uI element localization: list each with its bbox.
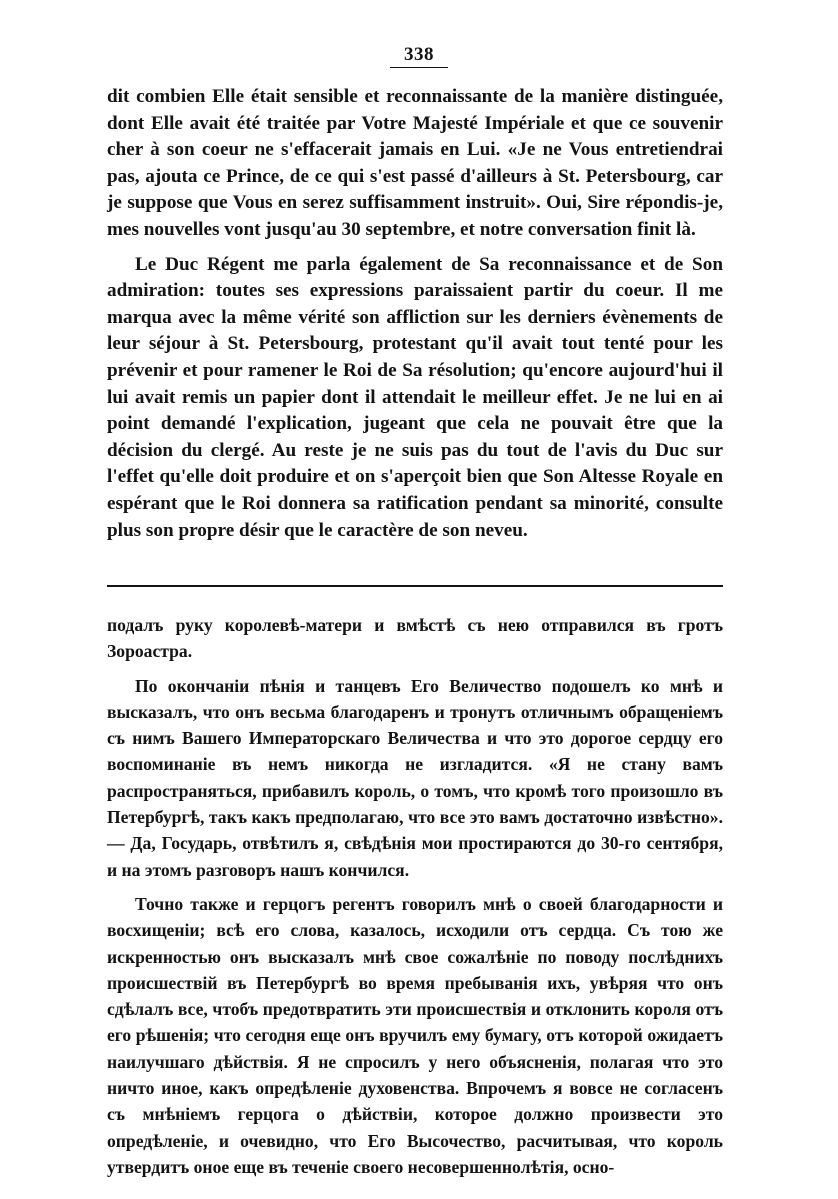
russian-paragraph-3: Точно также и герцогъ регентъ говорилъ мнѣ о своей благодарности и восхищеніи; всѣ его слова, казалось, исходили отъ сердца. Съ тою же искренностью онъ высказалъ мнѣ свое сожалѣніе по поводу послѣднихъ происшествій въ Петербургѣ во время пребыванія ихъ, увѣряя что онъ сдѣлалъ все, чтобъ предотвратить эти происшествія и отклонить короля отъ его рѣшенія; что сегодня еще онъ вручилъ ему бумагу, отъ которой ожидаетъ наилучшаго дѣйствія. Я не спросилъ у него объясненія, полагая что это ничто иное, какъ опредѣленіе духовенства. Впрочемъ я вовсе не согласенъ съ мнѣніемъ герцога о дѣйствіи, которое должно произвести это опредѣленіе, и очевидно, что Его Высочество, расчитывая, что король утвердитъ оное еще въ теченіе своего несовершеннолѣтія, осно- — [107, 893, 723, 1177]
french-paragraph-1: dit combien Elle était sensible et reconnaissante de la manière distinguée, dont Elle avait été traitée par Votre Majesté Impériale et que ce souvenir cher à son coeur ne s'effacerait jamais en Lui. «Je ne Vous entretiendrai pas, ajouta ce Prince, de ce qui s'est passé d'ailleurs à St. Petersbourg, car je suppose que Vous en serez suffisamment instruit». Oui, Sire répondis-je, mes nouvelles vont jusqu'au 30 septembre, et notre conversation finit là. — [107, 86, 723, 240]
russian-paragraph-2: По окончаніи пѣнія и танцевъ Его Величество подошелъ ко мнѣ и высказалъ, что онъ весьма благодаренъ и тронутъ отличнымъ обращеніемъ съ нимъ Вашего Императорскаго Величества и что это дорогое сердцу его воспоминаніе въ немъ никогда не изгладится. «Я не стану вамъ распространяться, прибавилъ король, о томъ, что кромѣ того произошло въ Петербургѣ, такъ какъ предполагаю, что все это вамъ достаточно извѣстно». — Да, Государь, отвѣтилъ я, свѣдѣнія мои простираются до 30-го сентября, и на этомъ разговоръ нашъ кончился. — [107, 675, 723, 880]
page-number — [0, 44, 838, 68]
russian-text-block — [107, 612, 723, 1180]
page-number-value: 338 — [390, 44, 448, 68]
russian-paragraph-1: подалъ руку королевѣ-матери и вмѣстѣ съ нею отправился въ гротъ Зороастра. — [107, 615, 723, 662]
french-paragraph-2: Le Duc Régent me parla également de Sa reconnaissance et de Son admiration: toutes ses expressions paraissaient partir du coeur. Il me marqua avec la même vérité son affliction sur les derniers évènements de leur séjour à St. Petersbourg, protestant qu'il avait tout tenté pour les prévenir et pour ramener le Roi de Sa résolution; qu'encore aujourd'hui il lui avait remis un papier dont il attendait le meilleur effet. Je ne lui en ai point demandé l'explication, jugeant que cela ne pouvait être que la décision du clergé. Au reste je ne suis pas du tout de l'avis du Duc sur l'effet qu'elle doit produire et on s'aperçoit bien que Son Altesse Royale en espérant que le Roi donnera sa ratification pendant sa minorité, consulte plus son propre désir que le caractère de son neveu. — [107, 253, 723, 541]
section-divider — [107, 585, 723, 587]
french-text-block — [107, 84, 723, 544]
